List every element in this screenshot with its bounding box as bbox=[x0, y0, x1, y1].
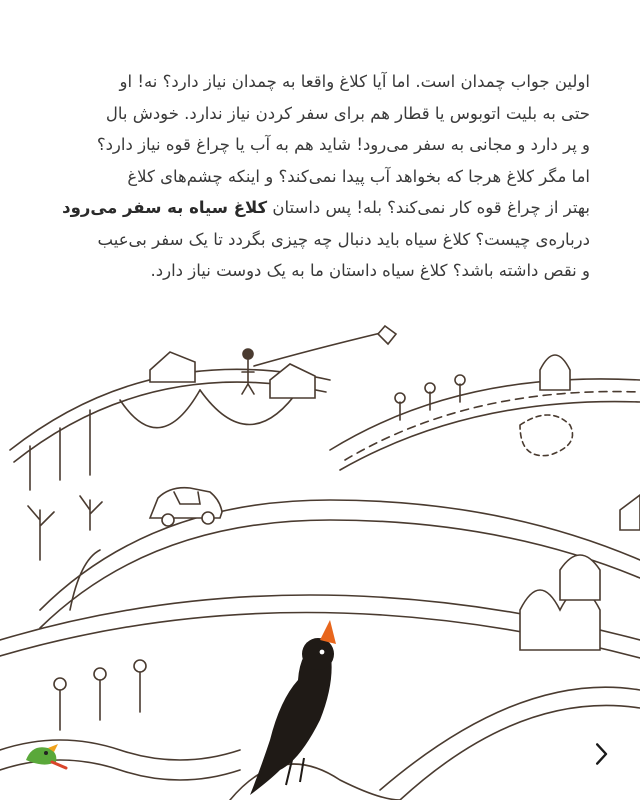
story-text bbox=[56, 66, 590, 287]
story-line-part: بهتر از چراغ قوه کار نمی‌کند؟ بله! پس داستان bbox=[267, 198, 590, 217]
crow bbox=[250, 620, 336, 795]
domed-buildings bbox=[520, 555, 600, 650]
next-page-button[interactable] bbox=[584, 734, 620, 774]
story-line: حتی به بلیت اتوبوس یا قطار هم برای سفر کردن نیاز ندارد. خودش بال bbox=[105, 103, 590, 123]
story-line: اما مگر کلاغ هرجا که بخواهد آب پیدا نمی‌کند؟ و اینکه چشم‌های کلاغ bbox=[127, 166, 590, 186]
illustration bbox=[0, 310, 640, 800]
story-line: و نقص داشته باشد؟ کلاغ سیاه داستان ما به یک دوست نیاز دارد. bbox=[150, 261, 590, 280]
story-line bbox=[56, 192, 590, 224]
chevron-right-icon bbox=[594, 741, 610, 767]
houses bbox=[150, 352, 640, 530]
right-road bbox=[330, 379, 640, 470]
story-line: و پر دارد و مجانی به سفر می‌رود! شاید هم به آب یا چراغ قوه نیاز دارد؟ bbox=[96, 135, 590, 154]
book-title: کلاغ سیاه به سفر می‌رود bbox=[62, 198, 268, 217]
story-line: درباره‌ی چیست؟ کلاغ سیاه باید دنبال چه چیزی بگردد تا یک سفر بی‌عیب bbox=[97, 229, 590, 249]
story-line: اولین جواب چمدان است. اما آیا کلاغ واقعا به چمدان نیاز دارد؟ نه! او bbox=[119, 72, 590, 91]
bird-logo bbox=[22, 738, 68, 774]
trees bbox=[28, 375, 465, 730]
